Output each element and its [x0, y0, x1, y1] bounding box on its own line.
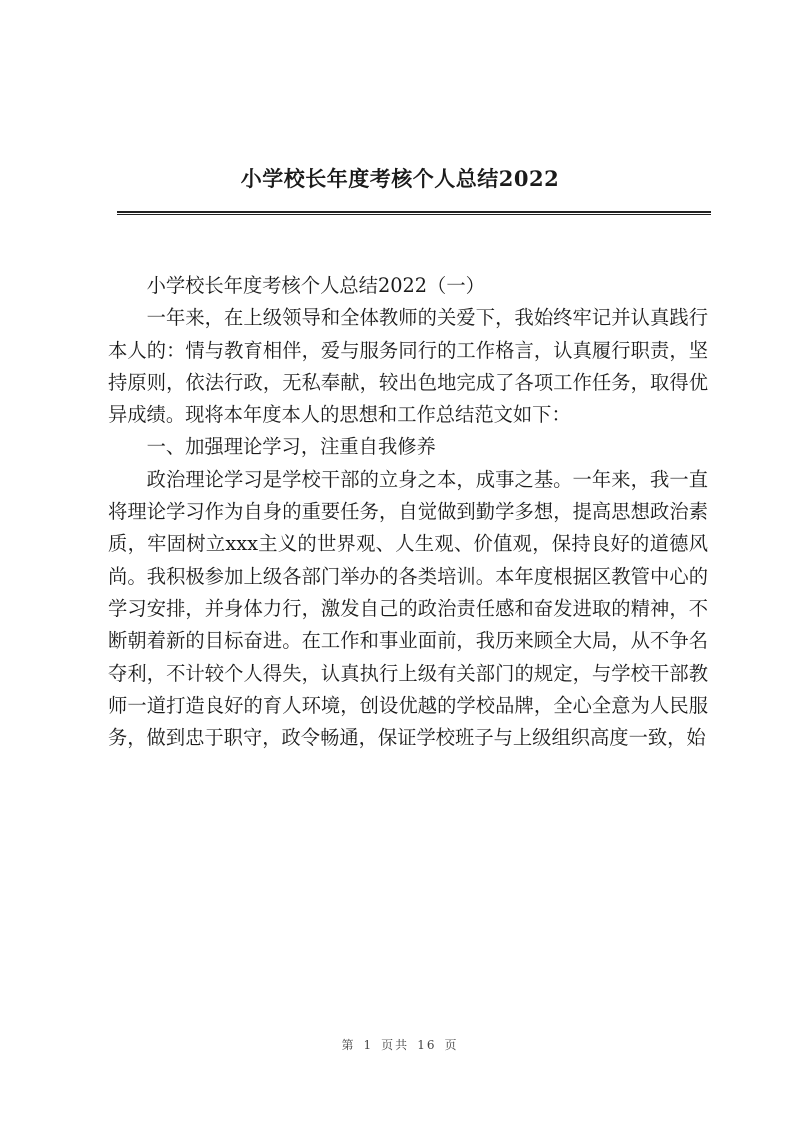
footer-middle: 页共: [381, 1038, 410, 1052]
document-title: 小学校长年度考核个人总结2022: [240, 166, 560, 191]
footer-current-page: 1: [363, 1038, 374, 1052]
intro-paragraph: 一年来，在上级领导和全体教师的关爱下，我始终牢记并认真践行本人的：情与教育相伴，爱与服务同行的工作格言，认真履行职责，坚持原则，依法行政，无私奉献，较出色地完成了各项工作任务，取得优异成绩。现将本年度本人的思想和工作总结范文如下：: [108, 306, 708, 427]
document-body: [108, 270, 708, 754]
section-heading-part-one: 小学校长年度考核个人总结2022（一）: [146, 274, 485, 297]
title-divider: [117, 211, 711, 215]
section-heading-theory-study: 一、加强理论学习，注重自我修养: [146, 435, 436, 459]
footer-prefix: 第: [341, 1038, 356, 1052]
page-footer: [0, 1036, 800, 1053]
body-paragraph-theory-study: 政治理论学习是学校干部的立身之本，成事之基。一年来，我一直将理论学习作为自身的重要任务，自觉做到勤学多想，提高思想政治素质，牢固树立xxx主义的世界观、人生观、价值观，保持良好的道德风尚。我积极参加上级各部门举办的各类培训。本年度根据区教管中心的学习安排，并身体力行，激发自己的政治责任感和奋发进取的精神，不断朝着新的目标奋进。在工作和事业面前，我历来顾全大局，从不争名夺利，不计较个人得失，认真执行上级有关部门的规定，与学校干部教师一道打造良好的育人环境，创设优越的学校品牌，全心全意为人民服务，做到忠于职守，政令畅通，保证学校班子与上级组织高度一致，始: [108, 467, 708, 750]
footer-suffix: 页: [444, 1038, 459, 1052]
footer-total-pages: 16: [417, 1038, 437, 1052]
